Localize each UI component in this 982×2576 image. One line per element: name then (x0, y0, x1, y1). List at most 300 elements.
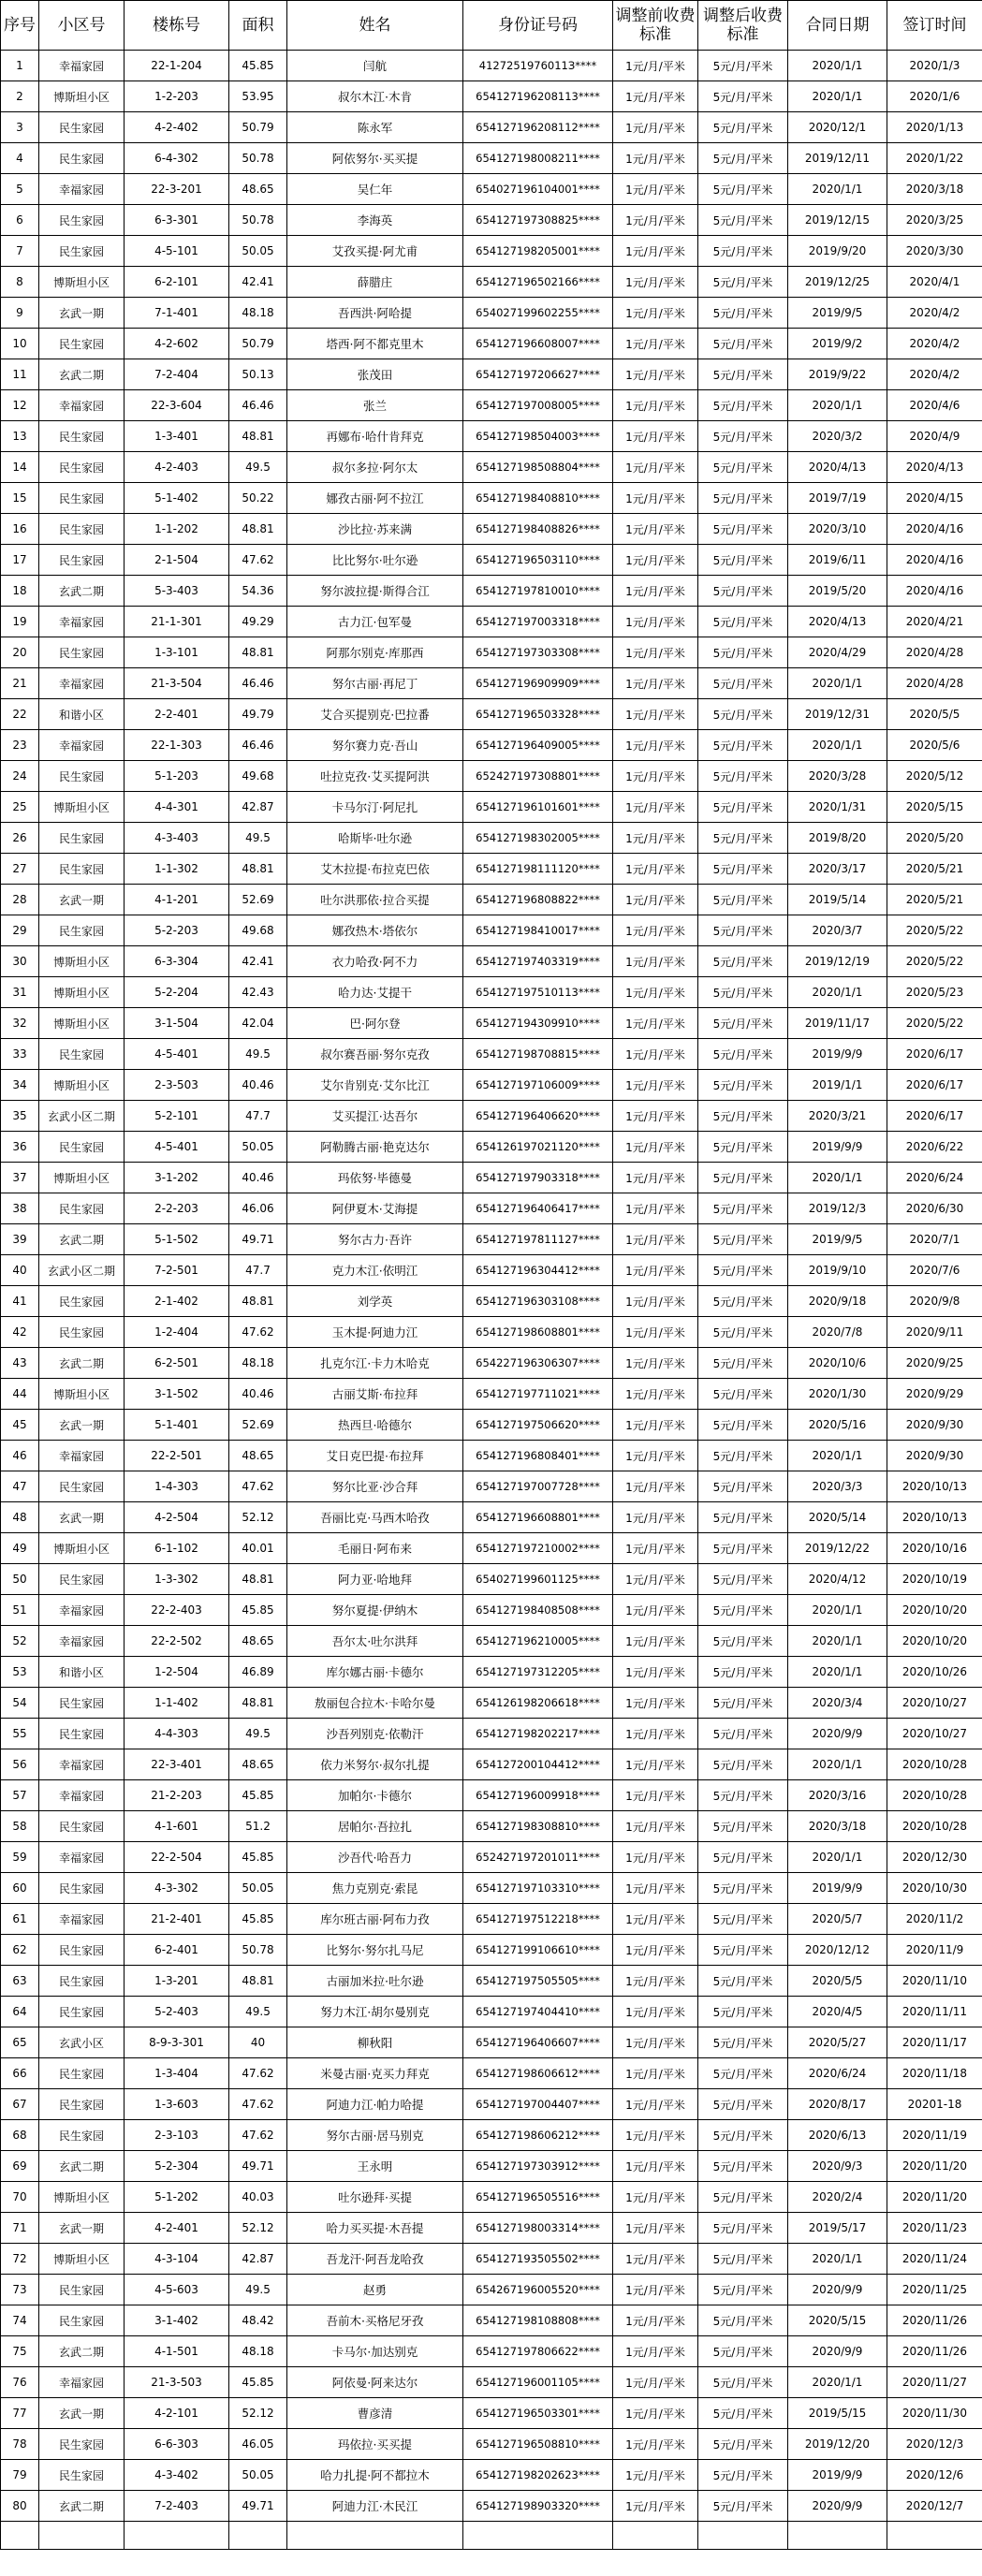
cell-fee-before: 1元/月/平米 (613, 761, 698, 792)
cell-name: 王永明 (287, 2151, 463, 2182)
cell-fee-after: 5元/月/平米 (698, 1657, 788, 1688)
cell-sign-date: 2020/11/11 (887, 1997, 982, 2027)
cell-contract-date: 2019/12/25 (788, 267, 887, 298)
cell-name: 张茂田 (287, 359, 463, 390)
cell-fee-after: 5元/月/平米 (698, 2275, 788, 2305)
table-row (1, 1595, 982, 1626)
cell-community: 幸福家园 (39, 668, 125, 699)
cell-community: 玄武二期 (39, 1224, 125, 1255)
cell-name: 阿迪力江·木民江 (287, 2491, 463, 2522)
cell-sign-date: 2020/5/22 (887, 946, 982, 977)
cell-area: 45.85 (229, 1780, 287, 1811)
cell-community: 民生家园 (39, 823, 125, 854)
cell-seq: 38 (1, 1193, 39, 1224)
cell-fee-after: 5元/月/平米 (698, 1842, 788, 1873)
cell-area: 46.46 (229, 668, 287, 699)
table-row (1, 823, 982, 854)
cell-sign-date: 2020/5/23 (887, 977, 982, 1008)
cell-building: 5-2-304 (125, 2151, 229, 2182)
cell-building: 1-3-302 (125, 1564, 229, 1595)
cell-fee-after: 5元/月/平米 (698, 1997, 788, 2027)
cell-sign-date: 2020/4/9 (887, 421, 982, 452)
cell-name: 叔尔赛吾丽·努尔克孜 (287, 1039, 463, 1070)
cell-sign-date: 2020/6/22 (887, 1132, 982, 1163)
cell-fee-after: 5元/月/平米 (698, 2460, 788, 2491)
cell-seq: 50 (1, 1564, 39, 1595)
cell-area: 48.81 (229, 1966, 287, 1997)
cell-building: 5-2-403 (125, 1997, 229, 2027)
cell-sign-date: 20201-18 (887, 2089, 982, 2120)
cell-building: 7-2-403 (125, 2491, 229, 2522)
table-row (1, 1101, 982, 1132)
cell-fee-before: 1元/月/平米 (613, 2213, 698, 2244)
cell-building: 21-3-503 (125, 2367, 229, 2398)
cell-id-number: 654127198205001**** (463, 236, 613, 267)
cell-building: 4-5-101 (125, 236, 229, 267)
cell-fee-after: 5元/月/平米 (698, 359, 788, 390)
cell-seq: 67 (1, 2089, 39, 2120)
cell-fee-before: 1元/月/平米 (613, 359, 698, 390)
cell-contract-date: 2020/9/3 (788, 2151, 887, 2182)
cell-sign-date: 2020/3/30 (887, 236, 982, 267)
table-row (1, 2429, 982, 2460)
cell-community: 博斯坦小区 (39, 2182, 125, 2213)
cell-name: 薛腊庄 (287, 267, 463, 298)
table-row (1, 1657, 982, 1688)
cell-sign-date: 2020/11/27 (887, 2367, 982, 2398)
cell-area: 48.18 (229, 2336, 287, 2367)
cell-community: 民生家园 (39, 1193, 125, 1224)
cell-fee-after: 5元/月/平米 (698, 483, 788, 514)
cell-building: 22-2-504 (125, 1842, 229, 1873)
cell-seq: 56 (1, 1749, 39, 1780)
cell-sign-date: 2020/5/20 (887, 823, 982, 854)
cell-seq: 48 (1, 1502, 39, 1533)
cell-sign-date: 2020/11/10 (887, 1966, 982, 1997)
cell-community: 民生家园 (39, 421, 125, 452)
cell-area: 49.68 (229, 915, 287, 946)
cell-building: 4-3-402 (125, 2460, 229, 2491)
cell-community: 民生家园 (39, 2058, 125, 2089)
cell-name: 吐拉克孜·艾买提阿洪 (287, 761, 463, 792)
cell-building: 5-1-502 (125, 1224, 229, 1255)
cell-id-number: 654127197810010**** (463, 576, 613, 607)
cell-fee-before: 1元/月/平米 (613, 2336, 698, 2367)
table-row (1, 298, 982, 329)
cell-name: 阿依努尔·买买提 (287, 143, 463, 174)
cell-contract-date: 2020/5/7 (788, 1904, 887, 1935)
table-row (1, 2120, 982, 2151)
cell-area: 50.79 (229, 329, 287, 359)
cell-contract-date: 2020/5/14 (788, 1502, 887, 1533)
cell-contract-date: 2020/2/4 (788, 2182, 887, 2213)
cell-fee-before: 1元/月/平米 (613, 1286, 698, 1317)
cell-fee-after: 5元/月/平米 (698, 2089, 788, 2120)
table-row (1, 1224, 982, 1255)
header-sign-date: 签订时间 (887, 1, 982, 51)
cell-contract-date: 2020/1/1 (788, 1749, 887, 1780)
cell-fee-before: 1元/月/平米 (613, 1595, 698, 1626)
cell-name: 玛依拉·买买提 (287, 2429, 463, 2460)
cell-contract-date: 2020/3/2 (788, 421, 887, 452)
cell-building: 1-1-302 (125, 854, 229, 885)
cell-area: 48.81 (229, 854, 287, 885)
cell-seq: 75 (1, 2336, 39, 2367)
cell-fee-before: 1元/月/平米 (613, 390, 698, 421)
cell-fee-before: 1元/月/平米 (613, 1873, 698, 1904)
cell-id-number: 654127198903320**** (463, 2491, 613, 2522)
table-row (1, 1163, 982, 1193)
cell-id-number: 654127197903318**** (463, 1163, 613, 1193)
cell-fee-after: 5元/月/平米 (698, 2182, 788, 2213)
cell-sign-date: 2020/11/24 (887, 2244, 982, 2275)
cell-fee-after: 5元/月/平米 (698, 2305, 788, 2336)
cell-contract-date: 2019/12/15 (788, 205, 887, 236)
cell-area: 49.5 (229, 2275, 287, 2305)
cell-contract-date: 2020/12/12 (788, 1935, 887, 1966)
cell-sign-date: 2020/5/15 (887, 792, 982, 823)
cell-fee-after: 5元/月/平米 (698, 761, 788, 792)
cell-contract-date: 2020/3/10 (788, 514, 887, 545)
cell-community: 民生家园 (39, 1719, 125, 1749)
cell-fee-after: 5元/月/平米 (698, 1317, 788, 1348)
cell-fee-before: 1元/月/平米 (613, 1719, 698, 1749)
cell-building: 1-3-201 (125, 1966, 229, 1997)
cell-community: 民生家园 (39, 483, 125, 514)
cell-name: 比比努尔·吐尔逊 (287, 545, 463, 576)
cell-name: 塔西·阿不都克里木 (287, 329, 463, 359)
cell-fee-after: 5元/月/平米 (698, 329, 788, 359)
cell-sign-date: 2020/9/11 (887, 1317, 982, 1348)
cell-contract-date: 2020/8/17 (788, 2089, 887, 2120)
cell-name: 努力木江·胡尔曼别克 (287, 1997, 463, 2027)
cell-name: 吾龙汗·阿吾龙哈孜 (287, 2244, 463, 2275)
cell-fee-before: 1元/月/平米 (613, 2058, 698, 2089)
cell-name: 吾尔太·吐尔洪拜 (287, 1626, 463, 1657)
cell-contract-date: 2020/5/15 (788, 2305, 887, 2336)
cell-fee-before: 1元/月/平米 (613, 1749, 698, 1780)
cell-fee-before: 1元/月/平米 (613, 298, 698, 329)
cell-contract-date: 2019/9/5 (788, 1224, 887, 1255)
cell-sign-date: 2020/1/6 (887, 81, 982, 112)
cell-building: 4-2-602 (125, 329, 229, 359)
cell-id-number: 654127197806622**** (463, 2336, 613, 2367)
cell-fee-after: 5元/月/平米 (698, 1101, 788, 1132)
cell-seq: 47 (1, 1471, 39, 1502)
cell-contract-date: 2020/7/8 (788, 1317, 887, 1348)
cell-area: 50.78 (229, 205, 287, 236)
table-row (1, 2213, 982, 2244)
cell-building: 3-1-504 (125, 1008, 229, 1039)
cell-name: 努尔古丽·再尼丁 (287, 668, 463, 699)
cell-building: 22-3-401 (125, 1749, 229, 1780)
cell-id-number: 654127197512218**** (463, 1904, 613, 1935)
cell-fee-before: 1元/月/平米 (613, 854, 698, 885)
cell-community: 玄武一期 (39, 1410, 125, 1441)
cell-name: 曹彦清 (287, 2398, 463, 2429)
cell-area: 47.62 (229, 1317, 287, 1348)
cell-area: 40.46 (229, 1379, 287, 1410)
table-row (1, 2058, 982, 2089)
cell-area: 42.43 (229, 977, 287, 1008)
cell-contract-date: 2019/8/20 (788, 823, 887, 854)
cell-id-number: 654127198202217**** (463, 1719, 613, 1749)
cell-id-number: 654127196406607**** (463, 2027, 613, 2058)
table-row (1, 1441, 982, 1471)
cell-fee-before: 1元/月/平米 (613, 977, 698, 1008)
cell-id-number: 654127198606212**** (463, 2120, 613, 2151)
cell-name: 叔尔木江·木肯 (287, 81, 463, 112)
cell-community: 玄武二期 (39, 2491, 125, 2522)
cell-building: 4-5-603 (125, 2275, 229, 2305)
cell-id-number: 654127197308825**** (463, 205, 613, 236)
cell-seq: 60 (1, 1873, 39, 1904)
table-row (1, 761, 982, 792)
table-row (1, 1255, 982, 1286)
cell-seq: 42 (1, 1317, 39, 1348)
cell-id-number: 654127197103310**** (463, 1873, 613, 1904)
cell-fee-before: 1元/月/平米 (613, 421, 698, 452)
cell-building: 1-3-101 (125, 637, 229, 668)
cell-seq: 76 (1, 2367, 39, 2398)
cell-area: 50.05 (229, 1873, 287, 1904)
table-row (1, 267, 982, 298)
table-row (1, 854, 982, 885)
cell-building: 22-1-303 (125, 730, 229, 761)
cell-id-number: 654127198108808**** (463, 2305, 613, 2336)
cell-contract-date: 2019/9/22 (788, 359, 887, 390)
cell-seq: 21 (1, 668, 39, 699)
table-row (1, 607, 982, 637)
cell-community: 玄武一期 (39, 2398, 125, 2429)
table-row (1, 112, 982, 143)
cell-id-number: 654127196808822**** (463, 885, 613, 915)
cell-id-number: 654127196505516**** (463, 2182, 613, 2213)
cell-building: 2-2-401 (125, 699, 229, 730)
cell-contract-date: 2020/1/1 (788, 174, 887, 205)
cell-fee-before: 1元/月/平米 (613, 174, 698, 205)
cell-id-number: 654127198608801**** (463, 1317, 613, 1348)
cell-community: 幸福家园 (39, 1626, 125, 1657)
cell-area: 46.89 (229, 1657, 287, 1688)
cell-name: 居帕尔·吾拉扎 (287, 1811, 463, 1842)
cell-area: 47.7 (229, 1255, 287, 1286)
cell-name: 叔尔多拉·阿尔太 (287, 452, 463, 483)
cell-name: 艾合买提别克·巴拉番 (287, 699, 463, 730)
cell-building: 5-2-203 (125, 915, 229, 946)
cell-building: 4-5-401 (125, 1039, 229, 1070)
cell-seq: 41 (1, 1286, 39, 1317)
cell-fee-before: 1元/月/平米 (613, 2491, 698, 2522)
cell-sign-date: 2020/11/25 (887, 2275, 982, 2305)
cell-building: 3-1-202 (125, 1163, 229, 1193)
cell-sign-date: 2020/7/1 (887, 1224, 982, 1255)
cell-contract-date: 2020/3/3 (788, 1471, 887, 1502)
cell-id-number: 654127193505502**** (463, 2244, 613, 2275)
empty-cell (788, 2522, 887, 2550)
cell-fee-after: 5元/月/平米 (698, 452, 788, 483)
cell-contract-date: 2020/3/7 (788, 915, 887, 946)
table-row (1, 329, 982, 359)
cell-seq: 65 (1, 2027, 39, 2058)
cell-fee-before: 1元/月/平米 (613, 51, 698, 81)
cell-id-number: 654127194309910**** (463, 1008, 613, 1039)
cell-building: 7-1-401 (125, 298, 229, 329)
cell-sign-date: 2020/10/20 (887, 1595, 982, 1626)
cell-name: 扎克尔江·卡力木哈克 (287, 1348, 463, 1379)
cell-building: 5-1-402 (125, 483, 229, 514)
cell-name: 艾日克巴提·布拉拜 (287, 1441, 463, 1471)
cell-contract-date: 2020/1/1 (788, 2244, 887, 2275)
cell-id-number: 654127197505505**** (463, 1966, 613, 1997)
cell-contract-date: 2020/5/5 (788, 1966, 887, 1997)
cell-community: 民生家园 (39, 1286, 125, 1317)
cell-id-number: 654127197003318**** (463, 607, 613, 637)
cell-fee-after: 5元/月/平米 (698, 1193, 788, 1224)
cell-contract-date: 2019/6/11 (788, 545, 887, 576)
cell-seq: 62 (1, 1935, 39, 1966)
cell-community: 民生家园 (39, 1132, 125, 1163)
cell-contract-date: 2019/9/10 (788, 1255, 887, 1286)
cell-fee-after: 5元/月/平米 (698, 1873, 788, 1904)
cell-building: 3-1-502 (125, 1379, 229, 1410)
cell-building: 21-1-301 (125, 607, 229, 637)
cell-building: 4-4-303 (125, 1719, 229, 1749)
cell-sign-date: 2020/11/17 (887, 2027, 982, 2058)
cell-id-number: 654127198606612**** (463, 2058, 613, 2089)
cell-fee-after: 5元/月/平米 (698, 298, 788, 329)
cell-fee-after: 5元/月/平米 (698, 1626, 788, 1657)
cell-seq: 64 (1, 1997, 39, 2027)
cell-id-number: 654127198408826**** (463, 514, 613, 545)
table-row (1, 1193, 982, 1224)
header-contract-date: 合同日期 (788, 1, 887, 51)
cell-fee-after: 5元/月/平米 (698, 946, 788, 977)
cell-id-number: 654127200104412**** (463, 1749, 613, 1780)
cell-area: 48.65 (229, 1749, 287, 1780)
cell-building: 7-2-404 (125, 359, 229, 390)
cell-fee-before: 1元/月/平米 (613, 2089, 698, 2120)
cell-seq: 58 (1, 1811, 39, 1842)
cell-id-number: 654127197312205**** (463, 1657, 613, 1688)
cell-name: 阿勒腾古丽·艳克达尔 (287, 1132, 463, 1163)
cell-seq: 23 (1, 730, 39, 761)
cell-sign-date: 2020/10/19 (887, 1564, 982, 1595)
cell-contract-date: 2019/1/1 (788, 1070, 887, 1101)
cell-fee-after: 5元/月/平米 (698, 2027, 788, 2058)
table-row (1, 1935, 982, 1966)
cell-id-number: 654027199601125**** (463, 1564, 613, 1595)
cell-contract-date: 2020/4/5 (788, 1997, 887, 2027)
cell-community: 玄武二期 (39, 2151, 125, 2182)
cell-contract-date: 2020/9/9 (788, 1719, 887, 1749)
cell-building: 1-3-401 (125, 421, 229, 452)
cell-fee-before: 1元/月/平米 (613, 2398, 698, 2429)
cell-community: 幸福家园 (39, 1780, 125, 1811)
cell-fee-before: 1元/月/平米 (613, 452, 698, 483)
header-fee-before: 调整前收费标准 (613, 1, 698, 51)
table-row (1, 1626, 982, 1657)
cell-sign-date: 2020/9/8 (887, 1286, 982, 1317)
cell-contract-date: 2020/1/1 (788, 1657, 887, 1688)
cell-name: 刘学英 (287, 1286, 463, 1317)
cell-name: 古丽加米拉·吐尔逊 (287, 1966, 463, 1997)
table-row (1, 2398, 982, 2429)
cell-building: 5-1-203 (125, 761, 229, 792)
cell-area: 50.05 (229, 2460, 287, 2491)
cell-building: 1-1-202 (125, 514, 229, 545)
cell-seq: 14 (1, 452, 39, 483)
cell-contract-date: 2020/1/1 (788, 668, 887, 699)
cell-seq: 32 (1, 1008, 39, 1039)
cell-id-number: 654127197008005**** (463, 390, 613, 421)
cell-building: 2-1-504 (125, 545, 229, 576)
cell-id-number: 652427197201011**** (463, 1842, 613, 1873)
cell-fee-before: 1元/月/平米 (613, 1842, 698, 1873)
cell-id-number: 654127198003314**** (463, 2213, 613, 2244)
cell-sign-date: 2020/1/22 (887, 143, 982, 174)
cell-area: 46.05 (229, 2429, 287, 2460)
cell-fee-before: 1元/月/平米 (613, 885, 698, 915)
cell-building: 4-2-101 (125, 2398, 229, 2429)
cell-seq: 45 (1, 1410, 39, 1441)
cell-seq: 36 (1, 1132, 39, 1163)
cell-fee-after: 5元/月/平米 (698, 2491, 788, 2522)
cell-sign-date: 2020/4/6 (887, 390, 982, 421)
cell-fee-after: 5元/月/平米 (698, 514, 788, 545)
cell-contract-date: 2019/12/22 (788, 1533, 887, 1564)
cell-fee-before: 1元/月/平米 (613, 1410, 698, 1441)
cell-fee-before: 1元/月/平米 (613, 514, 698, 545)
cell-fee-before: 1元/月/平米 (613, 143, 698, 174)
table-row (1, 2089, 982, 2120)
cell-name: 赵勇 (287, 2275, 463, 2305)
cell-contract-date: 2019/11/17 (788, 1008, 887, 1039)
cell-id-number: 654127196001105**** (463, 2367, 613, 2398)
cell-area: 42.41 (229, 946, 287, 977)
cell-sign-date: 2020/4/21 (887, 607, 982, 637)
cell-id-number: 4127251976011З**** (463, 51, 613, 81)
cell-id-number: 654127198508804**** (463, 452, 613, 483)
cell-fee-after: 5元/月/平米 (698, 51, 788, 81)
cell-seq: 70 (1, 2182, 39, 2213)
cell-sign-date: 2020/4/2 (887, 329, 982, 359)
cell-fee-before: 1元/月/平米 (613, 1626, 698, 1657)
cell-fee-before: 1元/月/平米 (613, 1441, 698, 1471)
cell-name: 依力米努尔·叔尔扎提 (287, 1749, 463, 1780)
table-row (1, 1780, 982, 1811)
cell-building: 1-3-404 (125, 2058, 229, 2089)
cell-community: 玄武二期 (39, 2336, 125, 2367)
cell-area: 45.85 (229, 1842, 287, 1873)
cell-community: 博斯坦小区 (39, 1533, 125, 1564)
cell-fee-before: 1元/月/平米 (613, 1904, 698, 1935)
cell-area: 48.65 (229, 1626, 287, 1657)
cell-sign-date: 2020/11/19 (887, 2120, 982, 2151)
cell-building: 3-1-402 (125, 2305, 229, 2336)
table-row (1, 637, 982, 668)
table-row (1, 1410, 982, 1441)
cell-fee-after: 5元/月/平米 (698, 390, 788, 421)
cell-seq: 11 (1, 359, 39, 390)
cell-seq: 5 (1, 174, 39, 205)
cell-fee-after: 5元/月/平米 (698, 637, 788, 668)
cell-fee-before: 1元/月/平米 (613, 946, 698, 977)
cell-area: 48.81 (229, 1688, 287, 1719)
cell-fee-after: 5元/月/平米 (698, 1441, 788, 1471)
table-row (1, 81, 982, 112)
cell-id-number: 654127198408508**** (463, 1595, 613, 1626)
